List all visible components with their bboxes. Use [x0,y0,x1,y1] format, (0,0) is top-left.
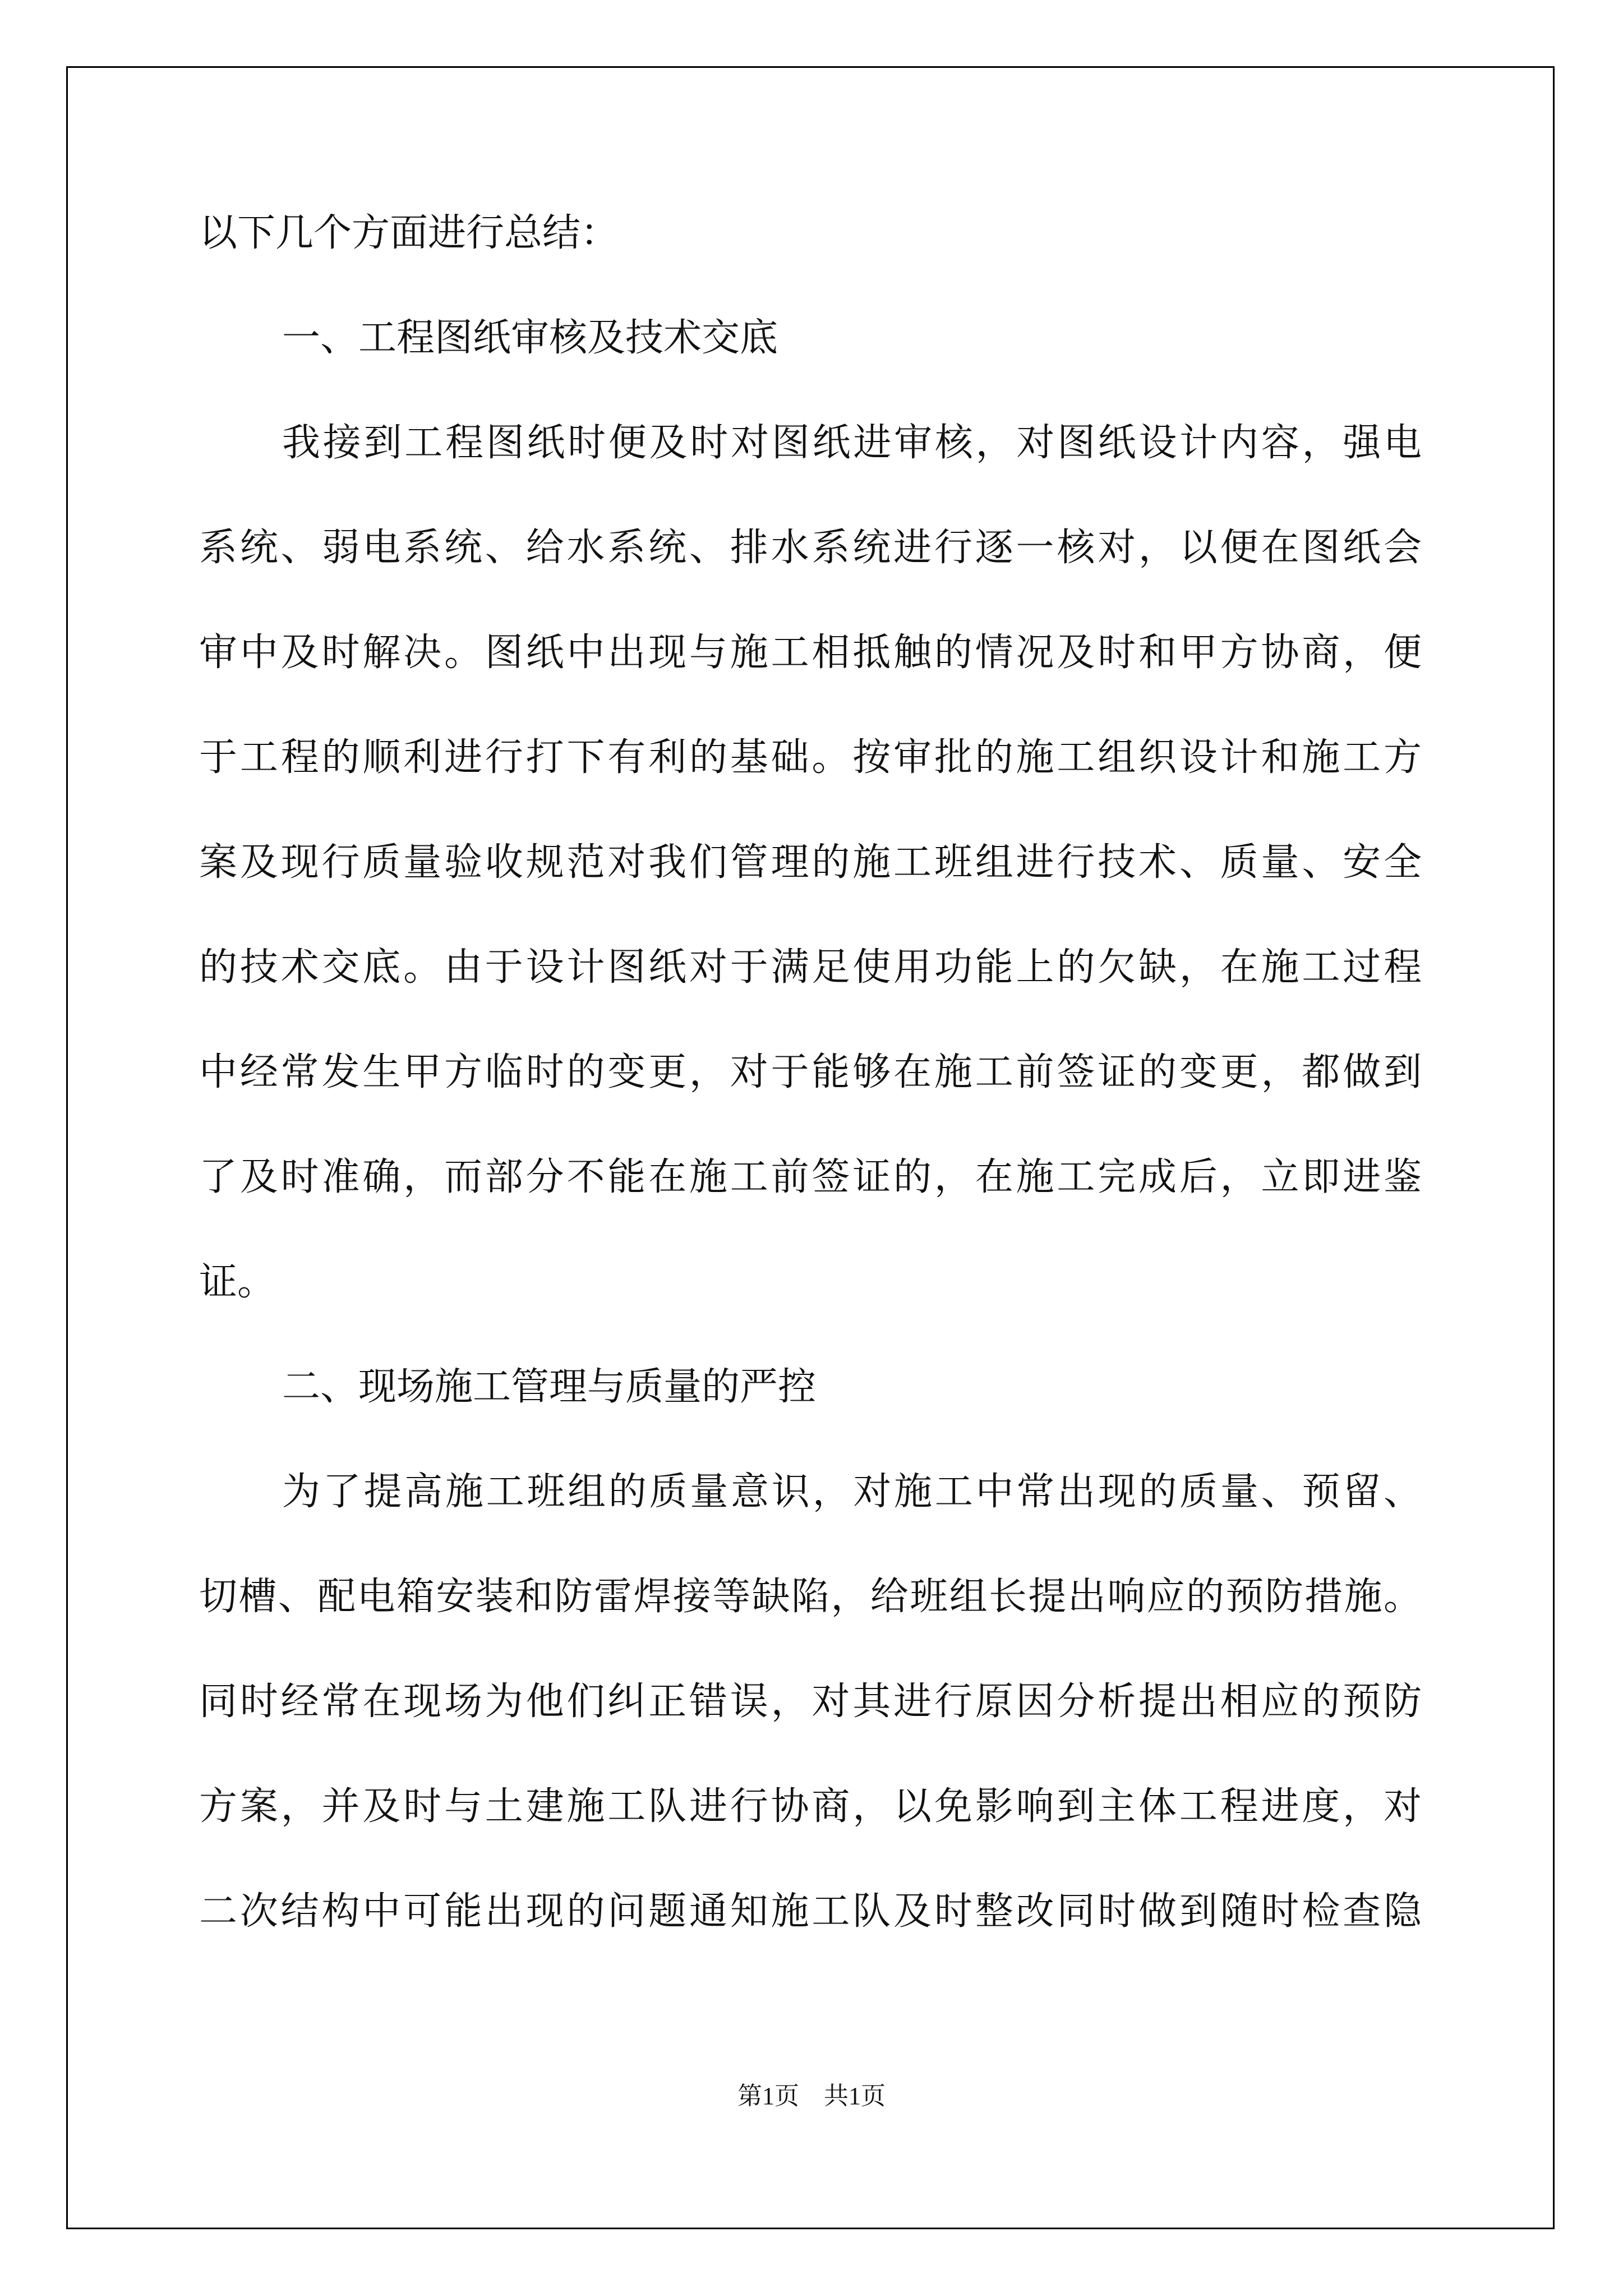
paragraph-line: 于工程的顺利进行打下有利的基础。按审批的施工组织设计和施工方 [199,735,1422,780]
paragraph-line: 中经常发生甲方临时的变更，对于能够在施工前签证的变更，都做到 [199,1050,1422,1094]
page-footer: 第1页 共1页 [737,2082,886,2110]
paragraph-line: 为了提高施工班组的质量意识，对施工中常出现的质量、预留、 [282,1470,1422,1514]
paragraph-line: 同时经常在现场为他们纠正错误，对其进行原因分析提出相应的预防 [199,1680,1422,1724]
paragraph-line: 证。 [199,1260,276,1304]
paragraph-line: 方案，并及时与土建施工队进行协商，以免影响到主体工程进度，对 [199,1784,1422,1829]
paragraph-line: 了及时准确，而部分不能在施工前签证的，在施工完成后，立即进鉴 [199,1155,1422,1199]
paragraph-line: 的技术交底。由于设计图纸对于满足使用功能上的欠缺，在施工过程 [199,945,1422,990]
paragraph-line: 案及现行质量验收规范对我们管理的施工班组进行技术、质量、安全 [199,840,1422,885]
section-heading: 二、现场施工管理与质量的严控 [282,1365,817,1409]
paragraph-line: 系统、弱电系统、给水系统、排水系统进行逐一核对，以便在图纸会 [199,526,1422,570]
paragraph-line: 我接到工程图纸时便及时对图纸进审核，对图纸设计内容，强电 [282,421,1422,465]
paragraph-line: 切槽、配电箱安装和防雷焊接等缺陷，给班组长提出响应的预防措施。 [199,1575,1422,1619]
paragraph-line: 以下几个方面进行总结： [199,211,619,255]
paragraph-line: 二次结构中可能出现的问题通知施工队及时整改同时做到随时检查隐 [199,1889,1422,1934]
paragraph-line: 审中及时解决。图纸中出现与施工相抵触的情况及时和甲方协商，便 [199,631,1422,675]
section-heading: 一、工程图纸审核及技术交底 [282,316,778,360]
